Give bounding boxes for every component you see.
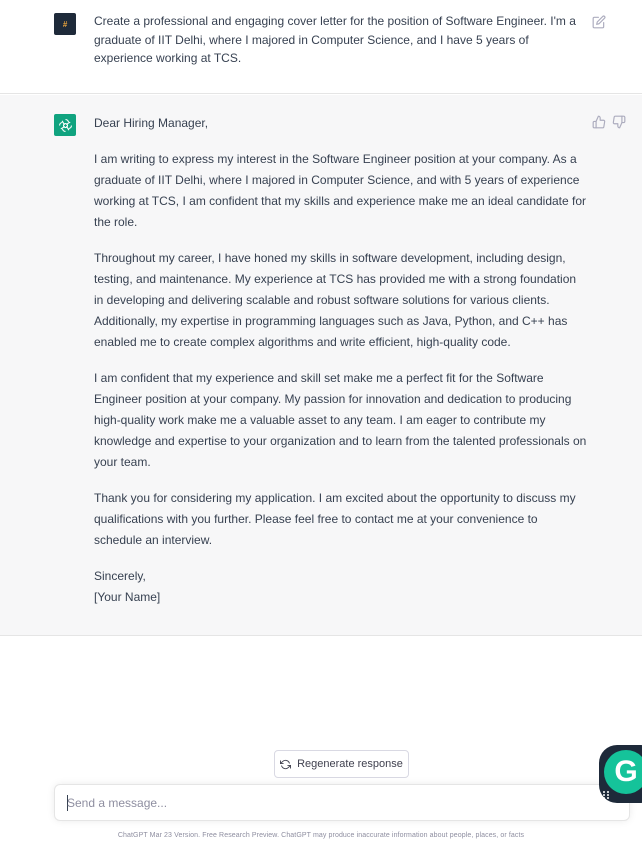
- user-message: [0, 0, 642, 94]
- assistant-message: [0, 95, 642, 636]
- paragraph: I am writing to express my interest in the Software Engineer position at your company. As a graduate of IIT Delhi, where I majored in Computer Science, and with 5 years of experience working at TCS, I am confident that my skills and experience make me an ideal candidate for the role.: [94, 152, 587, 229]
- footer-disclaimer: ChatGPT Mar 23 Version. Free Research Preview. ChatGPT may produce inaccurate information about people, places, or facts: [117, 832, 525, 839]
- assistant-message-text: [94, 113, 588, 608]
- user-avatar: [54, 13, 76, 35]
- message-input-box[interactable]: [54, 784, 630, 821]
- regenerate-label: Regenerate response: [297, 758, 403, 770]
- regenerate-button[interactable]: [274, 750, 409, 778]
- paragraph: Thank you for considering my application. I am excited about the opportunity to discuss my qualifications with you further. Please feel free to contact me at your convenience to schedule an interview.: [94, 491, 576, 547]
- signature: [Your Name]: [94, 590, 161, 604]
- chatgpt-logo-icon: [54, 114, 76, 136]
- feedback-buttons: [592, 115, 626, 129]
- thumbs-down-icon[interactable]: [612, 115, 626, 129]
- closing: Sincerely,: [94, 569, 146, 583]
- refresh-icon: [280, 759, 291, 770]
- thumbs-up-icon[interactable]: [592, 115, 606, 129]
- user-avatar-glyph: #: [62, 19, 68, 29]
- paragraph: Throughout my career, I have honed my skills in software development, including design, testing, and maintenance. My experience at TCS has provided me with a strong foundation in developing and delivering scalable and robust software solutions for various clients. Additionally, my expertise in programming languages such as Java, Python, and C++ has enabled me to create complex algorithms and write efficient, high-quality code.: [94, 251, 577, 349]
- greeting: Dear Hiring Manager,: [94, 116, 209, 130]
- user-message-text: Create a professional and engaging cover letter for the position of Software Engineer. I'm a graduate of IIT Delhi, where I majored in Computer Science, and I have 5 years of experience working at TCS.: [94, 14, 576, 65]
- drag-handle-icon[interactable]: [602, 790, 610, 800]
- grammarly-icon: G: [604, 750, 642, 794]
- edit-icon[interactable]: [592, 15, 606, 29]
- message-input[interactable]: [67, 794, 587, 812]
- paragraph: I am confident that my experience and skill set make me a perfect fit for the Software Engineer position at your company. My passion for innovation and dedication to producing high-quality work make me a valuable asset to any team. I am eager to contribute my knowledge and expertise to your organization and to learn from the talented professionals on your team.: [94, 371, 587, 469]
